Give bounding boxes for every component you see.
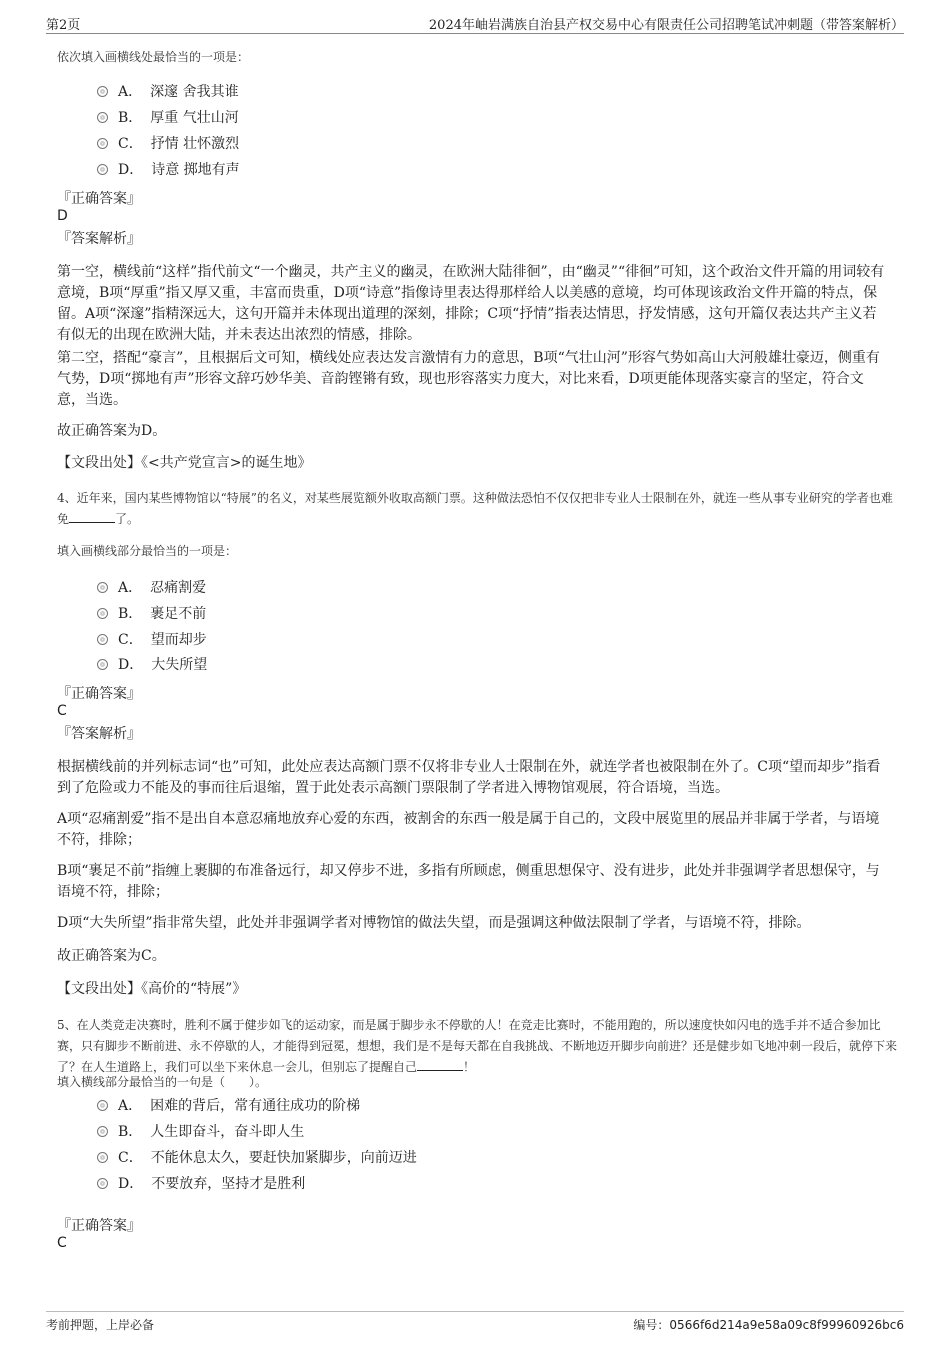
document-title: 2024年岫岩满族自治县产权交易中心有限责任公司招聘笔试冲刺题（带答案解析） [428, 18, 904, 33]
q4-analysis-4: D项“大失所望”指非常失望，此处并非强调学者对博物馆的做法失望，而是强调这种做法限制了学者，与语境不符，排除。 [57, 915, 811, 931]
q4-prompt: 填入画横线部分最恰当的一项是： [57, 544, 238, 558]
q5-stem: 5、在人类竞走决赛时，胜利不属于健步如飞的运动家，而是属于脚步永不停歇的人！在竞走比赛时，不能用跑的，所以速度快如闪电的选手并不适合参加比赛，只有脚步不断前进、永不停歇的人，才能得到冠冕，想想，我们是不是每天都在自我挑战、不断地迈开脚步向前进？还是健步如飞地冲刺一段后，就停下来了？在人生道路上，我们可以坐下来休息一会儿，但别忘了提醒自己 ！ [57, 1018, 898, 1074]
q5-option-a[interactable]: A． 困难的背后，常有通往成功的阶梯 [97, 1096, 360, 1116]
q5-option-d[interactable]: D． 不要放弃，坚持才是胜利 [97, 1174, 305, 1194]
radio-icon[interactable] [97, 86, 108, 97]
page-footer [46, 1311, 904, 1332]
radio-icon[interactable] [97, 1100, 108, 1111]
q4-source: 【文段出处】《高价的“特展”》 [57, 981, 247, 997]
q4-option-d[interactable]: D． 大失所望 [97, 655, 207, 675]
q4-stem: 4、近年来，国内某些博物馆以“特展”的名义，对某些展览额外收取高额门票。这种做法恐怕不仅仅把非专业人士限制在外，就连一些从事专业研究的学者也难免 了。 [57, 491, 893, 526]
radio-icon[interactable] [97, 1126, 108, 1137]
radio-icon[interactable] [97, 1152, 108, 1163]
radio-icon[interactable] [97, 164, 108, 175]
q5-option-c[interactable]: C． 不能休息太久，要赶快加紧脚步，向前迈进 [97, 1148, 417, 1168]
footer-code: 编号：0566f6d214a9e58a09c8f99960926bc6 [633, 1318, 904, 1332]
radio-icon[interactable] [97, 659, 108, 670]
q4-answer: C [57, 703, 67, 719]
q5-answer-label: 『正确答案』 [57, 1218, 141, 1234]
q4-option-c[interactable]: C． 望而却步 [97, 630, 207, 650]
q4-analysis-3: B项“裹足不前”指缠上裹脚的布准备远行，却又停步不进，多指有所顾虑，侧重思想保守、没有进步，此处并非强调学者思想保守，与语境不符，排除； [57, 863, 880, 900]
q3-option-c[interactable]: C． 抒情 壮怀激烈 [97, 134, 239, 154]
q5-answer: C [57, 1235, 67, 1251]
q5-option-b[interactable]: B． 人生即奋斗，奋斗即人生 [97, 1122, 304, 1142]
q3-analysis-3: 故正确答案为D。 [57, 423, 167, 439]
q3-option-b[interactable]: B． 厚重 气壮山河 [97, 108, 239, 128]
q3-analysis-label: 『答案解析』 [57, 231, 141, 247]
radio-icon[interactable] [97, 582, 108, 593]
q4-option-b[interactable]: B． 裹足不前 [97, 604, 206, 624]
q4-analysis-1: 根据横线前的并列标志词“也”可知，此处应表达高额门票不仅将非专业人士限制在外，就连学者也被限制在外了。C项“望而却步”指看到了危险或力不能及的事而往后退缩，置于此处表示高额门票限制了学者进入博物馆观展，符合语境，当选。 [57, 759, 881, 796]
radio-icon[interactable] [97, 634, 108, 645]
q3-source: 【文段出处】《<共产党宣言>的诞生地》 [57, 455, 312, 471]
page-header [46, 11, 904, 34]
q4-analysis-label: 『答案解析』 [57, 726, 141, 742]
footer-slogan: 考前押题，上岸必备 [46, 1318, 155, 1332]
q3-analysis-1: 第一空，横线前“这样”指代前文“一个幽灵，共产主义的幽灵，在欧洲大陆徘徊”，由“幽灵”“徘徊”可知，这个政治文件开篇的用词较有意境，B项“厚重”指又厚又重，丰富而贵重，D项“诗意”指像诗里表达得那样给人以美感的意境，均可体现该政治文件开篇的特点，保留。A项“深邃”指精深远大，这句开篇并未体现出道理的深刻，排除；C项“抒情”指表达情思，抒发情感，这句开篇仅表达共产主义若有似无的出现在欧洲大陆，并未表达出浓烈的情感，排除。 [57, 264, 885, 343]
fill-blank [417, 1058, 463, 1071]
radio-icon[interactable] [97, 608, 108, 619]
q3-answer-label: 『正确答案』 [57, 191, 141, 207]
page-number: 第2页 [46, 18, 81, 33]
radio-icon[interactable] [97, 112, 108, 123]
radio-icon[interactable] [97, 138, 108, 149]
q3-answer: D [57, 208, 68, 224]
q3-analysis-2: 第二空，搭配“豪言”，且根据后文可知，横线处应表达发言激情有力的意思，B项“气壮山河”形容气势如高山大河般雄壮豪迈，侧重有气势，D项“掷地有声”形容文辞巧妙华美、音韵铿锵有致，现也形容落实力度大，对比来看，D项更能体现落实豪言的坚定，符合文意，当选。 [57, 350, 880, 408]
q4-answer-label: 『正确答案』 [57, 686, 141, 702]
q4-analysis-2: A项“忍痛割爱”指不是出自本意忍痛地放弃心爱的东西，被割舍的东西一般是属于自己的，文段中展览里的展品并非属于学者，与语境不符，排除； [57, 811, 880, 848]
q3-option-d[interactable]: D． 诗意 掷地有声 [97, 160, 240, 180]
q3-prompt: 依次填入画横线处最恰当的一项是： [57, 50, 250, 64]
q4-analysis-5: 故正确答案为C。 [57, 948, 166, 964]
q4-option-a[interactable]: A． 忍痛割爱 [97, 578, 206, 598]
fill-blank [69, 510, 115, 523]
q5-prompt: 填入横线部分最恰当的一句是（ ）。 [57, 1075, 268, 1089]
q3-option-a[interactable]: A． 深邃 舍我其谁 [97, 82, 239, 102]
radio-icon[interactable] [97, 1178, 108, 1189]
